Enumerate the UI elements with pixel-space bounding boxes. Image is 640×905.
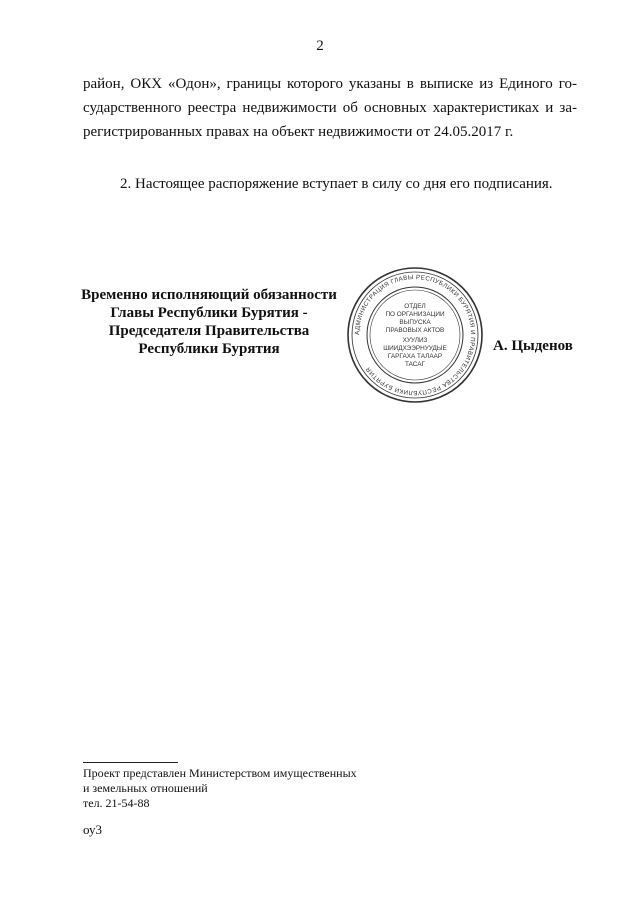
official-seal-stamp xyxy=(345,265,485,405)
document-code: оу3 xyxy=(83,822,103,837)
signer-title-line: Временно исполняющий обязанности xyxy=(81,287,337,303)
footnote-divider xyxy=(83,762,178,763)
paragraph-1-line: регистрированных правах на объект недвижимости от 24.05.2017 г. xyxy=(83,124,514,140)
signer-title-line: Главы Республики Бурятия - xyxy=(110,305,308,321)
signer-title xyxy=(70,286,348,358)
seal-inner-line: ПРАВОВЫХ АКТОВ xyxy=(385,327,445,334)
signer-title-line: Республики Бурятия xyxy=(138,341,280,357)
seal-inner-line: ХУУЛИЗ xyxy=(402,337,428,344)
footnote-line: тел. 21-54-88 xyxy=(83,796,150,810)
seal-inner-line: ВЫПУСКА xyxy=(399,319,431,326)
signer-name: А. Цыденов xyxy=(493,338,573,354)
paragraph-1-line: район, ОКХ «Одон», границы которого указаны в выписке из Единого го- xyxy=(83,76,577,92)
seal-inner-line: ШИИДХЭЭРНУУДЫЕ xyxy=(383,345,447,352)
svg-text:АДМИНИСТРАЦИЯ ГЛАВЫ РЕСПУБЛИКИ xyxy=(354,274,476,396)
footnote-line: Проект представлен Министерством имущественных xyxy=(83,766,357,780)
seal-inner-line: ОТДЕЛ xyxy=(404,303,426,310)
seal-inner-line: ТАСАГ xyxy=(404,361,426,368)
paragraph-2: 2. Настоящее распоряжение вступает в силу со дня его подписания. xyxy=(120,176,553,192)
page-number: 2 xyxy=(316,38,324,54)
signer-title-line: Председателя Правительства xyxy=(108,323,310,339)
seal-inner-line: ГАРГАХА ТАЛААР xyxy=(387,353,443,360)
footnote xyxy=(83,766,357,811)
seal-ring-text: АДМИНИСТРАЦИЯ ГЛАВЫ РЕСПУБЛИКИ БУРЯТИЯ И ПРАВИТЕЛЬСТВА РЕСПУБЛИКИ БУРЯТИЯ xyxy=(353,273,477,397)
seal-inner-line: ПО ОРГАНИЗАЦИИ xyxy=(385,311,445,318)
paragraph-1 xyxy=(83,72,577,144)
paragraph-1-line: сударственного реестра недвижимости об основных характеристиках и за- xyxy=(83,100,577,116)
footnote-line: и земельных отношений xyxy=(83,781,208,795)
